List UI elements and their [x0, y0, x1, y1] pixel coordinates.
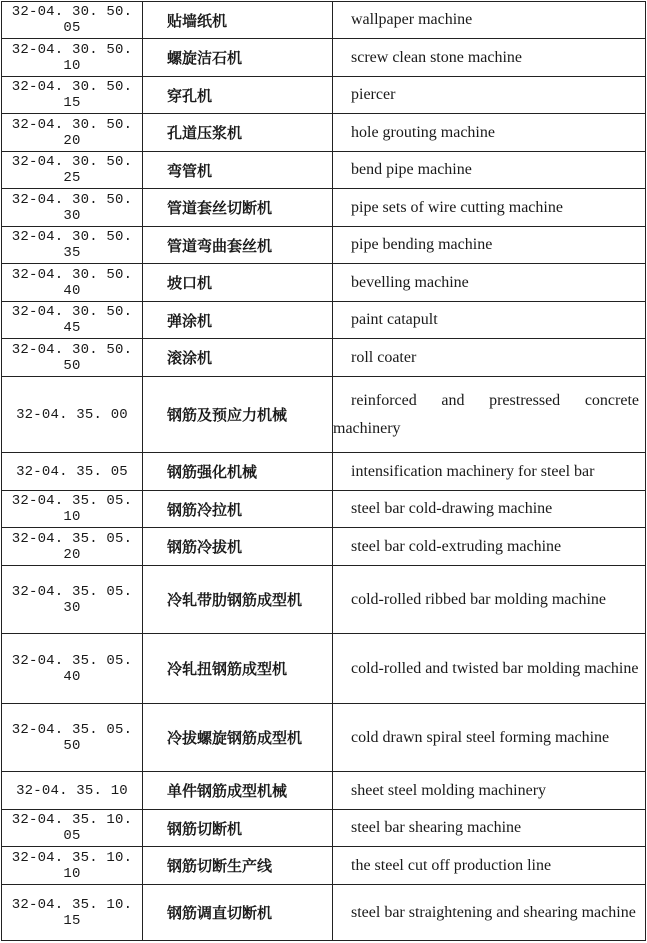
term-code: 32-04. 35. 05. 40	[2, 634, 143, 704]
term-chinese: 穿孔机	[143, 77, 333, 114]
table-row	[2, 377, 646, 453]
term-chinese: 弹涂机	[143, 302, 333, 339]
table-row	[2, 39, 646, 77]
term-code: 32-04. 35. 05. 30	[2, 566, 143, 634]
term-code: 32-04. 35. 05. 10	[2, 491, 143, 528]
table-row	[2, 491, 646, 528]
term-english: reinforced and prestressed concrete machinery	[333, 377, 646, 453]
term-chinese: 冷拔螺旋钢筋成型机	[143, 704, 333, 772]
term-english: the steel cut off production line	[333, 847, 646, 885]
table-row	[2, 114, 646, 152]
term-chinese: 钢筋强化机械	[143, 453, 333, 491]
term-code: 32-04. 35. 05. 20	[2, 528, 143, 566]
term-chinese: 坡口机	[143, 264, 333, 302]
term-english: bend pipe machine	[333, 152, 646, 189]
table-row	[2, 453, 646, 491]
term-english: paint catapult	[333, 302, 646, 339]
term-chinese: 单件钢筋成型机械	[143, 772, 333, 810]
term-code: 32-04. 35. 10. 05	[2, 810, 143, 847]
table-row	[2, 2, 646, 39]
term-english: steel bar straightening and shearing machine	[333, 885, 646, 941]
table-row	[2, 227, 646, 264]
term-code: 32-04. 30. 50. 15	[2, 77, 143, 114]
terms-table-body	[2, 2, 646, 941]
table-row	[2, 264, 646, 302]
term-english: roll coater	[333, 339, 646, 377]
term-chinese: 弯管机	[143, 152, 333, 189]
term-code: 32-04. 35. 00	[2, 377, 143, 453]
term-chinese: 螺旋洁石机	[143, 39, 333, 77]
table-row	[2, 704, 646, 772]
term-code: 32-04. 30. 50. 30	[2, 189, 143, 227]
term-chinese: 孔道压浆机	[143, 114, 333, 152]
term-code: 32-04. 35. 10	[2, 772, 143, 810]
table-row	[2, 77, 646, 114]
term-english: cold-rolled ribbed bar molding machine	[333, 566, 646, 634]
term-english: steel bar cold-drawing machine	[333, 491, 646, 528]
term-english: wallpaper machine	[333, 2, 646, 39]
term-english: intensification machinery for steel bar	[333, 453, 646, 491]
term-chinese: 钢筋调直切断机	[143, 885, 333, 941]
term-chinese: 冷轧带肋钢筋成型机	[143, 566, 333, 634]
term-chinese: 管道弯曲套丝机	[143, 227, 333, 264]
term-english: steel bar cold-extruding machine	[333, 528, 646, 566]
term-code: 32-04. 35. 05. 50	[2, 704, 143, 772]
term-english: steel bar shearing machine	[333, 810, 646, 847]
term-code: 32-04. 35. 05	[2, 453, 143, 491]
term-english: pipe bending machine	[333, 227, 646, 264]
table-row	[2, 885, 646, 941]
term-code: 32-04. 35. 10. 10	[2, 847, 143, 885]
term-english: sheet steel molding machinery	[333, 772, 646, 810]
term-chinese: 冷轧扭钢筋成型机	[143, 634, 333, 704]
table-row	[2, 772, 646, 810]
table-row	[2, 634, 646, 704]
term-chinese: 管道套丝切断机	[143, 189, 333, 227]
table-row	[2, 847, 646, 885]
term-code: 32-04. 30. 50. 40	[2, 264, 143, 302]
term-code: 32-04. 30. 50. 45	[2, 302, 143, 339]
term-english: piercer	[333, 77, 646, 114]
term-code: 32-04. 30. 50. 50	[2, 339, 143, 377]
term-chinese: 钢筋冷拔机	[143, 528, 333, 566]
term-code: 32-04. 30. 50. 35	[2, 227, 143, 264]
table-row	[2, 302, 646, 339]
table-row	[2, 152, 646, 189]
term-english: bevelling machine	[333, 264, 646, 302]
term-english: screw clean stone machine	[333, 39, 646, 77]
term-chinese: 钢筋及预应力机械	[143, 377, 333, 453]
term-chinese: 钢筋切断机	[143, 810, 333, 847]
term-chinese: 贴墙纸机	[143, 2, 333, 39]
term-code: 32-04. 30. 50. 25	[2, 152, 143, 189]
term-english: cold drawn spiral steel forming machine	[333, 704, 646, 772]
table-row	[2, 566, 646, 634]
term-code: 32-04. 30. 50. 20	[2, 114, 143, 152]
table-row	[2, 810, 646, 847]
term-code: 32-04. 30. 50. 10	[2, 39, 143, 77]
term-english: cold-rolled and twisted bar molding machine	[333, 634, 646, 704]
term-chinese: 滚涂机	[143, 339, 333, 377]
table-row	[2, 189, 646, 227]
term-english: hole grouting machine	[333, 114, 646, 152]
table-row	[2, 339, 646, 377]
table-row	[2, 528, 646, 566]
terms-table	[1, 1, 646, 941]
term-english: pipe sets of wire cutting machine	[333, 189, 646, 227]
term-chinese: 钢筋切断生产线	[143, 847, 333, 885]
term-code: 32-04. 30. 50. 05	[2, 2, 143, 39]
term-chinese: 钢筋冷拉机	[143, 491, 333, 528]
term-code: 32-04. 35. 10. 15	[2, 885, 143, 941]
